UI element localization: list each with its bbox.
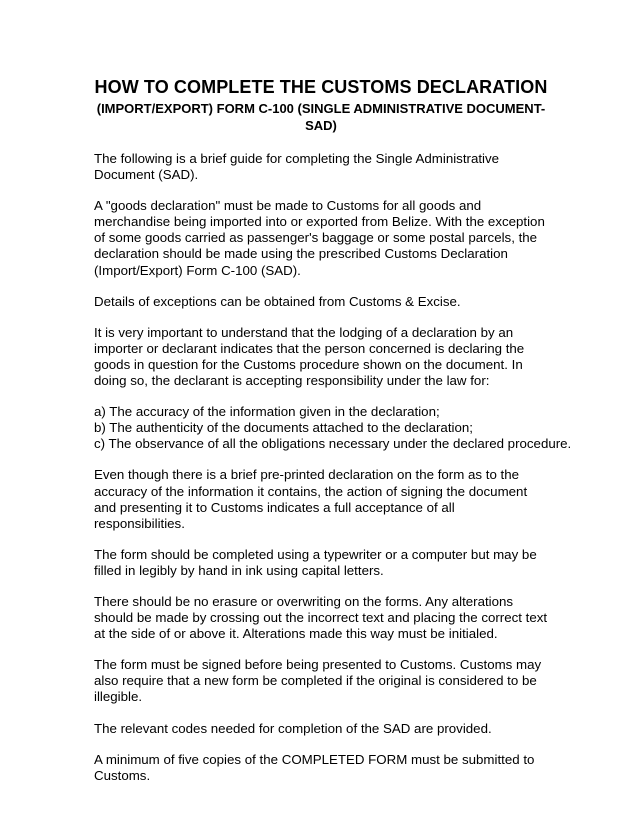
intro-paragraph: The following is a brief guide for completing the Single Administrative Document (SAD). — [94, 151, 500, 183]
list-item: b) The authenticity of the documents attached to the declaration; — [94, 420, 473, 436]
list-item: c) The observance of all the obligations necessary under the declared procedure. — [94, 436, 572, 452]
codes-paragraph: The relevant codes needed for completion of the SAD are provided. — [94, 720, 492, 736]
responsibility-list — [94, 404, 572, 452]
completion-method-paragraph: The form should be completed using a typewriter or a computer but may be filled in legibly by hand in ink using capital letters. — [94, 546, 537, 578]
responsibility-paragraph: It is very important to understand that the lodging of a declaration by an importer or declarant indicates that the person concerned is declaring the goods in question for the Customs procedure shown on the document. In doing so, the declarant is accepting responsibility under the law for: — [94, 324, 525, 389]
list-item: a) The accuracy of the information given in the declaration; — [94, 404, 440, 420]
document-title: HOW TO COMPLETE THE CUSTOMS DECLARATION — [94, 77, 548, 97]
copies-paragraph: A minimum of five copies of the COMPLETED FORM must be submitted to Customs. — [94, 751, 535, 783]
alterations-paragraph: There should be no erasure or overwriting on the forms. Any alterations should be made by crossing out the incorrect text and placing the correct text at the side of or above it. Alterations made this way must be initialed. — [94, 593, 548, 642]
pre-printed-declaration-paragraph: Even though there is a brief pre-printed declaration on the form as to the accuracy of the information it contains, the action of signing the document and presenting it to Customs indicates a full acceptance of all responsibilities. — [94, 467, 528, 531]
exceptions-paragraph: Details of exceptions can be obtained from Customs & Excise. — [94, 293, 461, 309]
document-subtitle: (IMPORT/EXPORT) FORM C-100 (SINGLE ADMINISTRATIVE DOCUMENT-SAD) — [96, 101, 546, 133]
signature-paragraph: The form must be signed before being presented to Customs. Customs may also require that a new form be completed if the original is considered to be illegible. — [94, 657, 542, 705]
goods-declaration-paragraph: A "goods declaration" must be made to Customs for all goods and merchandise being imported into or exported from Belize. With the exception of some goods carried as passenger's baggage or some postal parcels, the declaration should be made using the prescribed Customs Declaration (Import/Export) Form C-100 (SAD). — [94, 198, 545, 278]
